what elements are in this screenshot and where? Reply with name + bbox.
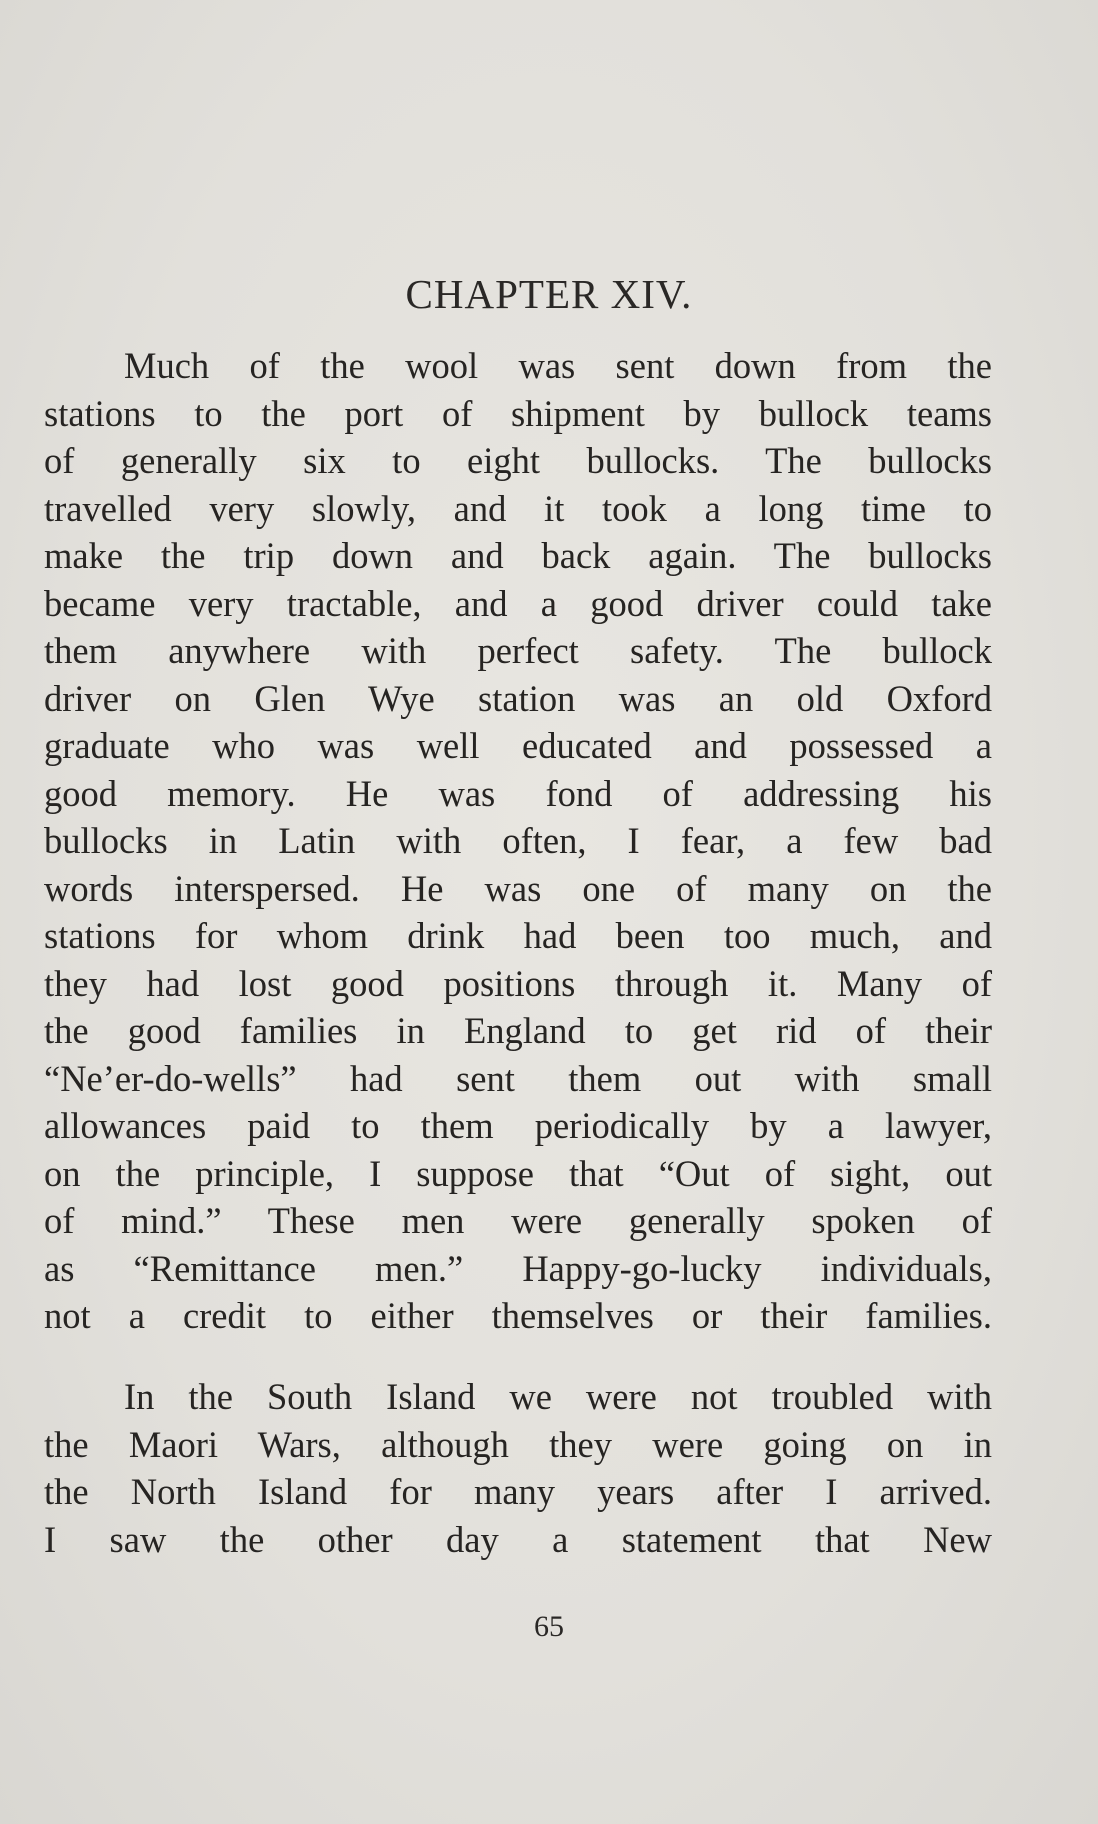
text-line: the Maori Wars, although they were going on in: [44, 1423, 992, 1465]
chapter-title: CHAPTER XIV.: [405, 271, 693, 317]
text-line: good memory. He was fond of addressing his: [44, 772, 992, 814]
page-number: 65: [534, 1610, 564, 1643]
text-line: them anywhere with perfect safety. The bullock: [44, 630, 992, 671]
paragraph-1: [44, 342, 992, 1340]
paragraph-2: [44, 1373, 992, 1563]
text-line: graduate who was well educated and possessed a: [44, 725, 992, 766]
text-line: “Ne’er-do-wells” had sent them out with small: [44, 1057, 992, 1099]
text-line: the North Island for many years after I arrived.: [44, 1471, 992, 1512]
text-line: I saw the other day a statement that New: [44, 1518, 992, 1560]
text-line: driver on Glen Wye station was an old Oxford: [44, 677, 992, 719]
text-line: allowances paid to them periodically by a lawyer,: [44, 1105, 992, 1146]
text-line: the good families in England to get rid of their: [44, 1010, 992, 1051]
text-line: In the South Island we were not troubled with: [124, 1376, 992, 1417]
text-line: Much of the wool was sent down from the: [124, 345, 992, 386]
text-line: they had lost good positions through it. Many of: [44, 962, 992, 1004]
text-line: bullocks in Latin with often, I fear, a few bad: [44, 820, 992, 861]
text-line: of mind.” These men were generally spoken of: [44, 1200, 992, 1241]
text-line: stations for whom drink had been too much, and: [44, 915, 992, 956]
text-line: not a credit to either themselves or their families.: [44, 1295, 992, 1336]
text-line: travelled very slowly, and it took a long time to: [44, 487, 992, 529]
text-line: became very tractable, and a good driver could take: [44, 582, 992, 624]
text-line: words interspersed. He was one of many on the: [44, 867, 992, 909]
text-line: make the trip down and back again. The bullocks: [44, 535, 992, 576]
text-line: of generally six to eight bullocks. The bullocks: [44, 440, 992, 481]
text-line: stations to the port of shipment by bullock teams: [44, 392, 992, 434]
text-line: on the principle, I suppose that “Out of sight, out: [44, 1152, 992, 1194]
text-line: as “Remittance men.” Happy-go-lucky individuals,: [44, 1247, 992, 1289]
